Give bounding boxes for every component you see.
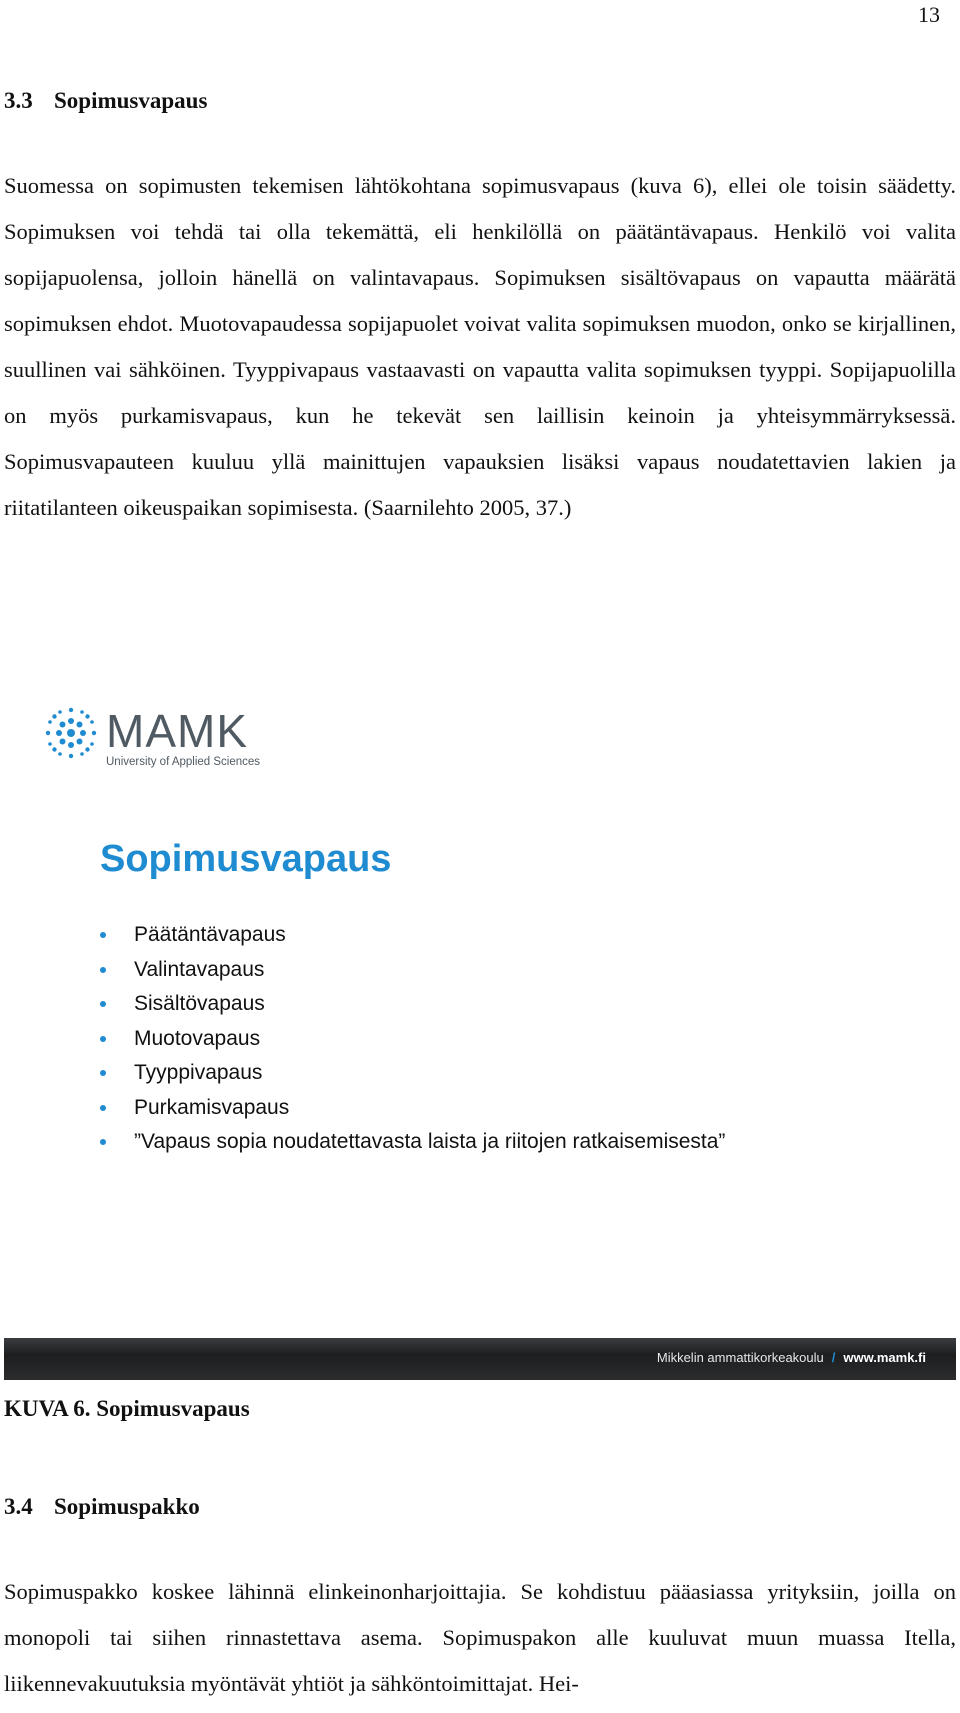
section-number: 3.4 [4, 1494, 33, 1519]
list-item: Purkamisvapaus [100, 1091, 725, 1126]
logo-wordmark: MAMK [106, 705, 248, 757]
figure-caption: KUVA 6. Sopimusvapaus [4, 1396, 250, 1421]
footer-url: www.mamk.fi [843, 1350, 926, 1365]
slide-title: Sopimusvapaus [100, 838, 392, 880]
footer-text [657, 1350, 926, 1365]
figure-slide [4, 686, 956, 1380]
bullet-icon [100, 967, 106, 973]
bullet-icon [100, 1139, 106, 1145]
mamk-logo-icon [44, 706, 98, 760]
section-title: Sopimuspakko [54, 1494, 200, 1519]
slide-footer-bar [4, 1338, 956, 1380]
footer-separator: / [831, 1350, 836, 1365]
list-item: Tyyppivapaus [100, 1056, 725, 1091]
list-item: Sisältövapaus [100, 987, 725, 1022]
section-heading-3-4 [4, 1494, 200, 1520]
section-heading-3-3 [4, 88, 207, 114]
bullet-icon [100, 1001, 106, 1007]
footer-org: Mikkelin ammattikorkeakoulu [656, 1350, 824, 1365]
body-paragraph-sopimuspakko: Sopimuspakko koskee lähinnä elinkeinonharjoittajia. Se kohdistuu pääasiassa yrityksiin, joilla on monopoli tai siihen rinnastettava asema. Sopimuspakon alle kuuluvat muun muassa Itella, liikennevakuutuksia myöntävät yhtiöt ja sähköntoimittajat. Hei- [4, 1579, 956, 1696]
body-paragraph-sopimusvapaus: Suomessa on sopimusten tekemisen lähtökohtana sopimusvapaus (kuva 6), ellei ole toisin säädetty. Sopimuksen voi tehdä tai olla tekemättä, eli henkilöllä on päätäntävapaus. Henkilö voi valita sopijapuolensa, jolloin hänellä on valintavapaus. Sopimuksen sisältövapaus on vapautta määrätä sopimuksen ehdot. Muotovapaudessa sopijapuolet voivat valita sopimuksen muodon, onko se kirjallinen, suullinen vai sähköinen. Tyyppivapaus vastaavasti on vapautta valita sopimuksen tyyppi. Sopijapuolilla on myös purkamisvapaus, kun he tekevät sen laillisin keinoin ja yhteisymmärryksessä. Sopimusvapauteen kuuluu yllä mainittujen vapauksien lisäksi vapaus noudatettavien lakien ja riitatilanteen oikeuspaikan sopimisesta. (Saarnilehto 2005, 37.) [4, 173, 956, 520]
slide-bullet-list [100, 918, 725, 1160]
list-item: Muotovapaus [100, 1022, 725, 1057]
logo-subtitle: University of Applied Sciences [106, 756, 261, 768]
bullet-icon [100, 1070, 106, 1076]
bullet-icon [100, 932, 106, 938]
section-title: Sopimusvapaus [54, 88, 208, 113]
page-number: 13 [918, 2, 940, 27]
bullet-icon [100, 1036, 106, 1042]
list-item: Päätäntävapaus [100, 918, 725, 953]
list-item: Valintavapaus [100, 953, 725, 988]
list-item: ”Vapaus sopia noudatettavasta laista ja riitojen ratkaisemisesta” [100, 1125, 725, 1160]
bullet-icon [100, 1105, 106, 1111]
section-number: 3.3 [4, 88, 33, 113]
